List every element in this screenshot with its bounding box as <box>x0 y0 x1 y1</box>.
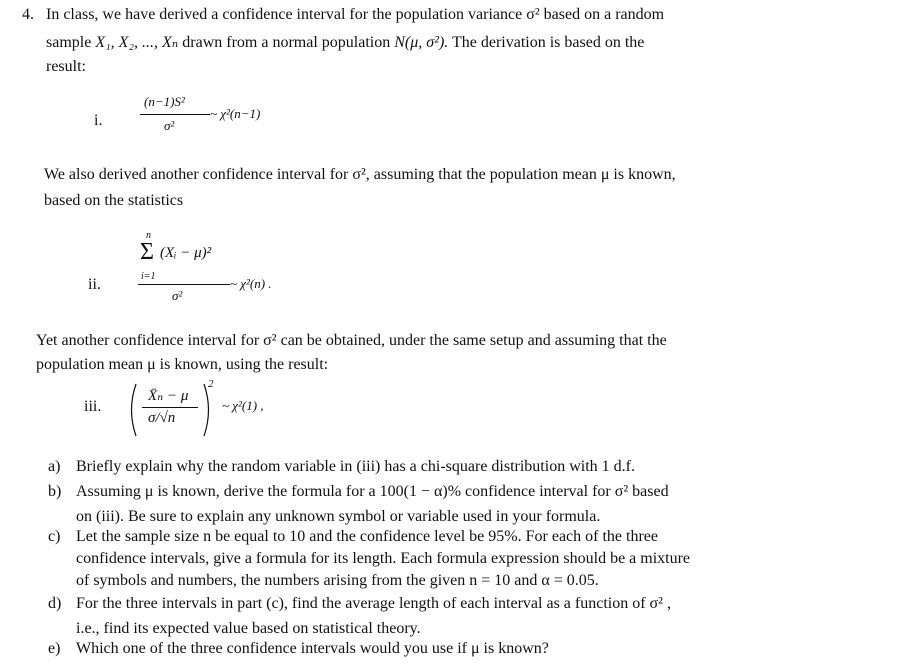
para3-line-1: Yet another confidence interval for σ² can be obtained, under the same setup and assuming that the <box>36 332 667 349</box>
eq2-sum-upper-limit: n <box>146 230 151 241</box>
eq3-power: 2 <box>208 378 214 390</box>
eq2-label: ii. <box>88 276 101 293</box>
part-c-line-2: confidence intervals, give a formula for its length. Each formula expression should be a mixture <box>76 550 691 567</box>
intro-line-2 <box>46 32 644 52</box>
intro-line-1: In class, we have derived a confidence interval for the population variance σ² based on a random <box>46 6 665 23</box>
para2-line-2: based on the statistics <box>44 192 184 209</box>
eq2-sum-symbol: Σ <box>140 239 154 265</box>
part-a-letter: a) <box>48 458 61 475</box>
part-e-line-1: Which one of the three confidence intervals would you use if μ is known? <box>76 640 549 657</box>
part-a-line-1: Briefly explain why the random variable in (iii) has a chi-square distribution with 1 d.f. <box>76 458 635 475</box>
part-e-letter: e) <box>48 640 61 657</box>
part-b-line-1: Assuming μ is known, derive the formula for a 100(1 − α)% confidence interval for σ² based <box>76 483 669 500</box>
eq2-sum-term: (Xᵢ − μ)² <box>160 245 212 261</box>
part-c-line-3: of symbols and numbers, the numbers arising from the given n = 10 and α = 0.05. <box>76 572 599 589</box>
para2-line-1: We also derived another confidence interval for σ², assuming that the population mean μ is known, <box>44 166 676 183</box>
part-d-letter: d) <box>48 595 62 612</box>
eq2-fraction-bar <box>138 284 230 285</box>
sample-variables: X₁, X₂, ..., Xₙ <box>95 34 179 51</box>
eq2-rhs: ~ χ²(n) . <box>230 276 272 291</box>
intro-line-3: result: <box>46 58 86 75</box>
intro-drawn-text: drawn from a normal population <box>182 34 391 51</box>
part-d-line-1: For the three intervals in part (c), find the average length of each interval as a function of σ² , <box>76 595 671 612</box>
eq2-denominator: σ² <box>172 288 183 303</box>
eq1-denominator: σ² <box>164 118 175 133</box>
normal-population-notation: N(μ, σ²). <box>394 34 449 51</box>
part-c-letter: c) <box>48 528 61 545</box>
part-b-line-2: on (iii). Be sure to explain any unknown symbol or variable used in your formula. <box>76 508 601 525</box>
eq3-label: iii. <box>84 398 102 415</box>
intro-sample-word: sample <box>46 34 92 51</box>
eq3-numerator: X̄ₙ − μ <box>148 388 189 404</box>
eq2-sum-lower-limit: i=1 <box>141 271 156 282</box>
eq1-numerator: (n−1)S² <box>144 94 185 109</box>
eq1-label: i. <box>94 112 103 129</box>
eq3-rhs: ~ χ²(1) , <box>222 398 264 413</box>
eq1-rhs: ~ χ²(n−1) <box>210 106 261 121</box>
question-number: 4. <box>22 6 34 23</box>
para3-line-2: population mean μ is known, using the result: <box>36 356 329 373</box>
part-d-line-2: i.e., find its expected value based on statistical theory. <box>76 620 421 637</box>
eq3-fraction-bar <box>142 407 198 408</box>
intro-derivation-text: The derivation is based on the <box>451 34 645 51</box>
eq1-fraction-bar <box>140 114 210 115</box>
part-c-line-1: Let the sample size n be equal to 10 and the confidence level be 95%. For each of the three <box>76 528 658 545</box>
part-b-letter: b) <box>48 483 62 500</box>
eq3-denominator: σ/√n <box>148 410 176 426</box>
